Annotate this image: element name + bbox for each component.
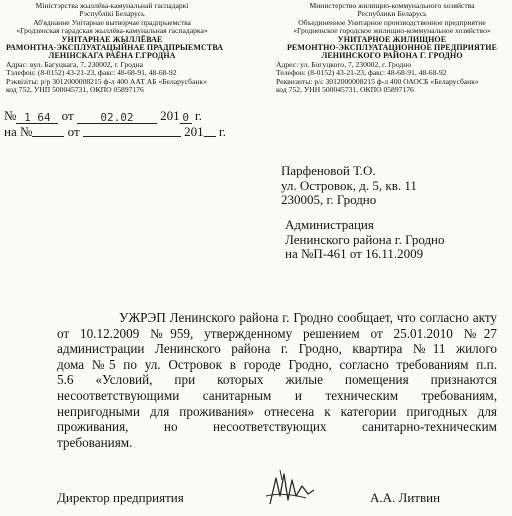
body-line: несоответствующими санитарным и техническим требованиям, [57, 387, 497, 403]
header-right-russian [276, 2, 508, 94]
incoming-reference [4, 124, 226, 140]
header-left-requisites: Рэквізіты: р/р 3012000008215 ф-л 400 ААТ АБ «Беларусбанк» [6, 76, 207, 86]
ref-year-prefix: 201 [160, 108, 180, 123]
header-right-org: ЛЕНИНСКОГО РАЙОНА Г. ГРОДНО [321, 51, 463, 61]
cc-reference: на №П-461 от 16.11.2009 [285, 246, 424, 261]
header-left-line: «Гродзенская гарадская жыллёва-камунальная гаспадарка» [16, 26, 208, 36]
ref-from-label: от [61, 108, 74, 123]
handwritten-signature-icon [262, 466, 322, 508]
addressee-name: Парфеновой Т.О. [281, 163, 376, 178]
ref-on-year-prefix: 201 [184, 124, 204, 139]
body-line: дома №5 по ул. Островок в городе Гродно, согласно требованиям п.п. [57, 356, 497, 372]
ref-on-year-suffix: г. [218, 124, 227, 139]
ref-no-value: 1 64 [16, 111, 58, 124]
header-left-org: РАМОНТНА-ЭКСПЛУАТАЦЫЙНАЕ ПРАДПРЫЕМСТВА [6, 43, 224, 53]
signature-name: А.А. Литвин [370, 490, 441, 505]
header-left-line: Рэспублікі Беларусь [79, 9, 145, 19]
ref-on-date-blank [83, 124, 181, 137]
header-left-belarusian [6, 1, 224, 95]
header-left-line: Аб'яднанне Унітарнае вытворчае прадпрыемства [33, 17, 191, 27]
letter-body [57, 310, 497, 450]
body-line: непригодными для проживания» отнесена к категории пригодных для [57, 403, 497, 419]
body-line: администрации Ленинского района г. Гродно, квартира №11 жилого [57, 341, 497, 357]
header-right-org: РЕМОНТНО-ЭКСПЛУАТАЦИОННОЕ ПРЕДПРИЯТИЕ [286, 43, 498, 53]
ref-on-no-blank [32, 124, 64, 137]
ref-on-year-blank [204, 124, 216, 137]
body-line: требованиям. [57, 434, 133, 450]
header-right-line: Объединенное Унитарное производственное предприятие [298, 17, 486, 27]
addressee-city: 230005, г. Гродно [281, 192, 377, 207]
header-right-line: Министерство жилищно-коммунального хозяйства [309, 1, 475, 10]
header-left-org: ЛЕНІНСКАГА РАЁНА Г.ГРОДНА [48, 51, 176, 61]
ref-date-value: 02.02 [77, 111, 157, 124]
header-right-line: «Гродненское городское жилищно-коммунальное хозяйство» [293, 26, 491, 36]
header-left-address: Адрас: вул. Багуцкага, 7, 230002, г. Гродна [6, 59, 144, 69]
signature-position: Директор предприятия [57, 490, 184, 505]
ref-year-suffix: г. [194, 108, 203, 123]
header-left-codes: код 752, УНП 500045731, ОКПО 05897176 [6, 85, 144, 95]
ref-on-label: на № [4, 124, 33, 139]
body-line: УЖРЭП Ленинского района г. Гродно сообщает, что согласно акту [119, 310, 497, 325]
header-left-org: УНІТАРНАЕ ЖЫЛЛЁВАЕ [61, 34, 163, 44]
addressee-street: ул. Островок, д. 5, кв. 11 [281, 177, 417, 193]
header-right-phone: Телефон: (8-0152) 43-21-23, факс: 48-68-91, 48-68-92 [276, 68, 447, 78]
cc-district: Ленинского района г. Гродно [285, 231, 445, 247]
body-line: проживания, но несоответствующих санитарно-техническим [57, 419, 497, 435]
header-left-phone: Тэлефон: (8-0152) 43-21-23, факс: 48-68-91, 48-68-92 [6, 68, 177, 78]
header-right-line: Республики Беларусь [357, 9, 427, 19]
header-right-address: Адрес: ул. Богуцкого, 7, 230002, г. Гродно [276, 59, 412, 69]
outgoing-reference [4, 108, 202, 124]
header-left-line: Міністэрства жыллёва-камунальнай гаспадаркі [35, 1, 189, 10]
addressee-block [281, 164, 417, 208]
body-line: от 10.12.2009 №959, утвержденному решением от 25.01.2010 №27 [57, 325, 497, 341]
body-line: 5.6 «Условий, при которых жилые помещения признаются [57, 372, 497, 388]
ref-year-value: 0 [180, 111, 192, 124]
cc-org: Администрация [285, 217, 374, 232]
cc-block [285, 218, 445, 262]
ref-no-label: № [4, 108, 17, 123]
header-right-requisites: Реквизиты: р/с 3012000008215 ф-л 400 ОАОСБ «Беларусбанк» [276, 76, 479, 86]
header-right-org: УНИТАРНОЕ ЖИЛИЩНОЕ [337, 34, 447, 44]
header-right-codes: код 752, УНН 500045731, ОКПО 05897176 [276, 85, 414, 95]
ref-on-from-label: от [67, 124, 80, 139]
